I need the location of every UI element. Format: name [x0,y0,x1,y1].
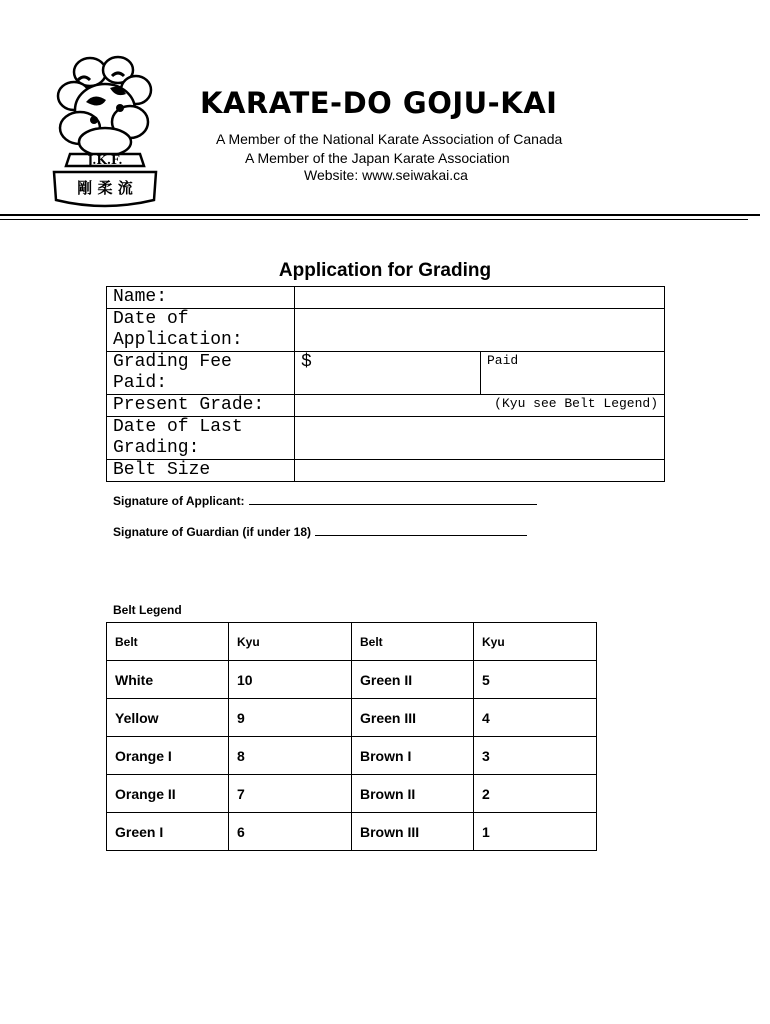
table-row [107,813,597,851]
form-row-name [107,287,665,309]
organization-title: KARATE-DO GOJU-KAI [200,86,558,120]
kyu-cell: 7 [229,775,352,813]
grading-fee-amount-field[interactable] [295,352,481,395]
kyu-column-header: Kyu [474,623,597,661]
belt-cell: Yellow [107,699,229,737]
kyu-cell: 1 [474,813,597,851]
table-row [107,661,597,699]
belt-cell: Green II [352,661,474,699]
belt-cell: Green I [107,813,229,851]
header-divider [0,214,760,216]
fist-emblem-icon [50,50,160,208]
kyu-cell: 10 [229,661,352,699]
belt-legend-title: Belt Legend [113,603,182,617]
last-grading-field[interactable] [295,417,665,460]
guardian-signature-row [113,524,527,539]
paid-label: Paid [487,353,519,368]
name-field[interactable] [295,287,665,309]
application-date-label-line-1: Date of [113,309,189,329]
kyu-cell: 5 [474,661,597,699]
last-grading-label-line-2: Grading: [113,438,200,458]
belt-cell: Orange II [107,775,229,813]
member-line-1: A Member of the National Karate Association of Canada [216,131,563,147]
grading-fee-label-line-2: Paid: [113,373,168,393]
header-divider-thin [0,219,748,220]
present-grade-field[interactable] [295,395,665,417]
application-date-label-line-2: Application: [113,330,243,350]
belt-legend-header-row [107,623,597,661]
applicant-signature-row [113,493,537,508]
form-title: Application for Grading [278,260,492,281]
table-row [107,699,597,737]
belt-column-header: Belt [352,623,474,661]
belt-size-label: Belt Size [107,460,295,482]
jkf-logo [50,50,160,208]
grading-fee-label [107,352,295,395]
last-grading-label [107,417,295,460]
form-row-belt-size [107,460,665,482]
present-grade-label: Present Grade: [107,395,295,417]
belt-column-header: Belt [107,623,229,661]
kyu-cell: 6 [229,813,352,851]
grading-fee-label-line-1: Grading Fee [113,352,232,372]
kyu-column-header: Kyu [229,623,352,661]
belt-cell: Brown II [352,775,474,813]
applicant-signature-label: Signature of Applicant: [113,494,245,508]
website-line: Website: www.seiwakai.ca [304,167,468,183]
name-label: Name: [107,287,295,309]
last-grading-label-line-1: Date of Last [113,417,243,437]
belt-cell: White [107,661,229,699]
applicant-signature-line[interactable] [249,493,537,505]
paid-field[interactable] [481,352,665,395]
member-line-2: A Member of the Japan Karate Association [245,150,510,166]
form-row-grading-fee [107,352,665,395]
kyu-cell: 9 [229,699,352,737]
application-date-field[interactable] [295,309,665,352]
belt-cell: Orange I [107,737,229,775]
form-row-last-grading [107,417,665,460]
belt-cell: Brown I [352,737,474,775]
kyu-cell: 3 [474,737,597,775]
belt-legend-table [106,622,597,851]
application-date-label [107,309,295,352]
logo-kanji-text: 剛 柔 流 [77,179,133,197]
kyu-cell: 2 [474,775,597,813]
belt-cell: Green III [352,699,474,737]
currency-symbol: $ [301,352,312,372]
logo-jkf-text: J.K.F. [87,153,123,167]
guardian-signature-label: Signature of Guardian (if under 18) [113,525,312,539]
table-row [107,775,597,813]
application-form-table [106,286,665,482]
belt-cell: Brown III [352,813,474,851]
present-grade-hint: (Kyu see Belt Legend) [494,396,658,411]
form-row-application-date [107,309,665,352]
table-row [107,737,597,775]
belt-size-field[interactable] [295,460,665,482]
kyu-cell: 8 [229,737,352,775]
guardian-signature-line[interactable] [315,524,527,536]
kyu-cell: 4 [474,699,597,737]
form-row-present-grade [107,395,665,417]
